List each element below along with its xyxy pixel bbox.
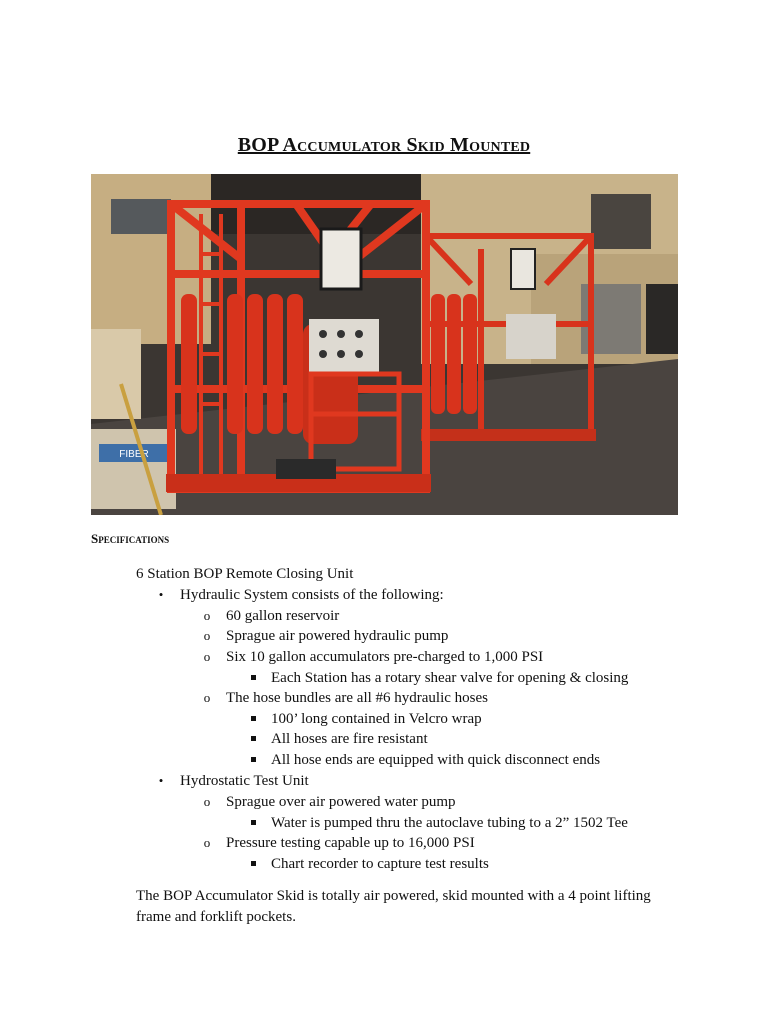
box-label: FIBER (119, 449, 149, 460)
list-item: Sprague over air powered water pump (226, 794, 456, 810)
square-marker (251, 675, 256, 680)
list-item: Chart recorder to capture test results (271, 856, 489, 872)
list-item: 100’ long contained in Velcro wrap (271, 711, 482, 727)
square-marker (251, 757, 256, 762)
circle-marker: o (203, 794, 211, 809)
skid-photo (91, 174, 678, 515)
circle-marker: o (203, 649, 211, 664)
square-marker (251, 736, 256, 741)
list-item: The hose bundles are all #6 hydraulic hoses (226, 690, 489, 706)
square-marker (251, 861, 256, 866)
summary-paragraph: The BOP Accumulator Skid is totally air powered, skid mounted with a 4 point lifting frame and forklift pockets. (136, 888, 651, 925)
intro-line: 6 Station BOP Remote Closing Unit (136, 566, 354, 582)
list-item: Each Station has a rotary shear valve for opening & closing (271, 670, 629, 686)
circle-marker: o (203, 835, 211, 850)
square-marker (251, 820, 256, 825)
circle-marker: o (203, 608, 211, 623)
list-item: Hydraulic System consists of the following: (180, 587, 444, 603)
list-item: 60 gallon reservoir (226, 608, 340, 624)
skid-illustration (91, 174, 678, 515)
section-heading: Specifications (91, 531, 170, 546)
list-item: Sprague air powered hydraulic pump (226, 628, 449, 644)
list-item: Water is pumped thru the autoclave tubing to a 2” 1502 Tee (271, 815, 628, 831)
list-item: All hoses are fire resistant (271, 731, 428, 747)
list-item: Six 10 gallon accumulators pre-charged to 1,000 PSI (226, 649, 544, 665)
circle-marker: o (203, 628, 211, 643)
list-item: Pressure testing capable up to 16,000 PSI (226, 835, 475, 851)
circle-marker: o (203, 690, 211, 705)
square-marker (251, 716, 256, 721)
list-item: Hydrostatic Test Unit (180, 773, 309, 789)
bullet-marker: • (158, 773, 164, 788)
bullet-marker: • (158, 587, 164, 602)
page-title: BOP Accumulator Skid Mounted (237, 134, 531, 156)
list-item: All hose ends are equipped with quick disconnect ends (271, 752, 601, 768)
